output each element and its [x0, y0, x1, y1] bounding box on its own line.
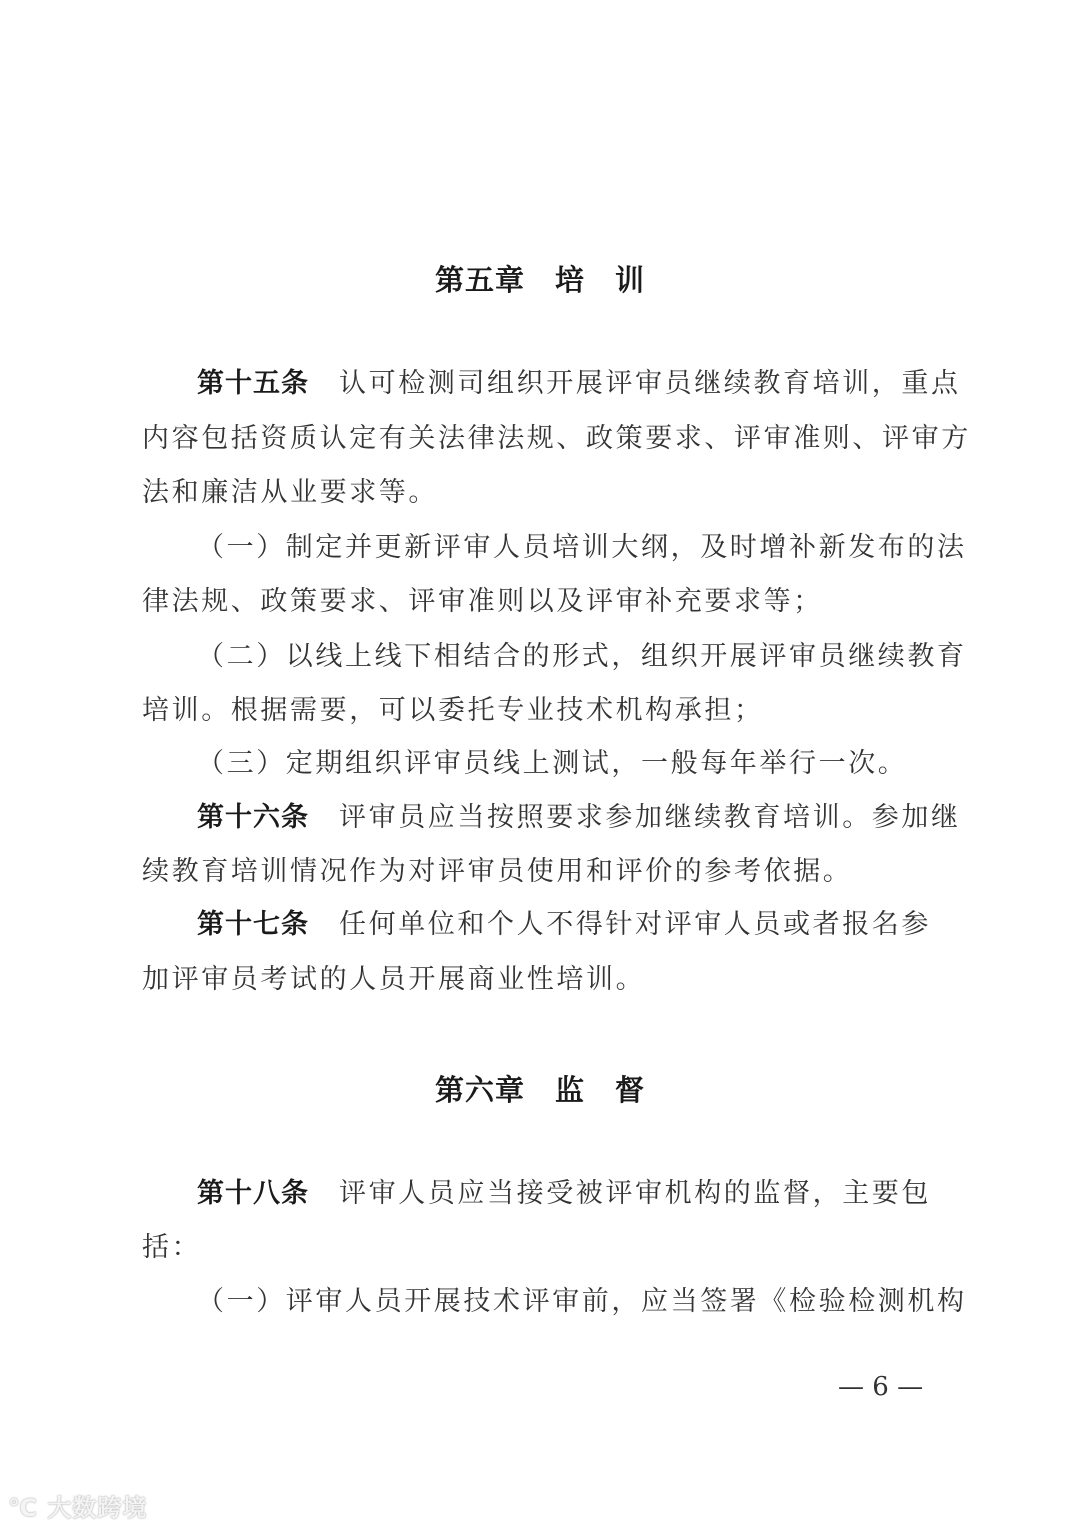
paragraph-text: 评审员应当按照要求参加继续教育培训。参加继	[339, 802, 961, 833]
article-18-line	[197, 1177, 997, 1211]
page-number: — 6 —	[838, 1372, 924, 1402]
item-line: 律法规、政策要求、评审准则以及评审补充要求等；	[142, 586, 823, 617]
chapter-title: 训	[615, 263, 646, 297]
chapter-number: 第六章	[434, 1073, 525, 1107]
paragraph-text: 评审人员应当接受被评审机构的监督，主要包	[339, 1178, 931, 1209]
item-line: （一）制定并更新评审人员培训大纲，及时增补新发布的法	[197, 532, 967, 563]
paragraph-text: 任何单位和个人不得针对评审人员或者报名参	[339, 909, 931, 940]
article-15-line	[197, 367, 997, 401]
article-16-line	[197, 801, 997, 835]
article-label: 第十六条	[197, 802, 309, 833]
item-line: （一）评审人员开展技术评审前，应当签署《检验检测机构	[197, 1286, 967, 1317]
chapter-6-heading	[0, 1068, 1080, 1109]
paragraph-line: 加评审员考试的人员开展商业性培训。	[142, 964, 646, 995]
paragraph-line: 法和廉洁从业要求等。	[142, 477, 438, 508]
chapter-title: 督	[615, 1073, 646, 1107]
article-label: 第十七条	[197, 909, 309, 940]
article-label: 第十八条	[197, 1178, 309, 1209]
chapter-5-heading	[0, 258, 1080, 299]
paragraph-text: 认可检测司组织开展评审员继续教育培训，重点	[339, 368, 961, 399]
chapter-number: 第五章	[434, 263, 525, 297]
paragraph-line: 续教育培训情况作为对评审员使用和评价的参考依据。	[142, 856, 853, 887]
item-line: 培训。根据需要，可以委托专业技术机构承担；	[142, 695, 764, 726]
item-line: （二）以线上线下相结合的形式，组织开展评审员继续教育	[197, 641, 967, 672]
paragraph-line: 内容包括资质认定有关法律法规、政策要求、评审准则、评审方	[142, 423, 971, 454]
article-17-line	[197, 908, 997, 942]
article-label: 第十五条	[197, 368, 309, 399]
watermark-logo: ℃ 大数跨境	[8, 1494, 148, 1522]
chapter-title: 培	[554, 263, 585, 297]
paragraph-line: 括：	[142, 1232, 202, 1263]
chapter-title: 监	[554, 1073, 585, 1107]
item-line: （三）定期组织评审员线上测试，一般每年举行一次。	[197, 748, 908, 779]
